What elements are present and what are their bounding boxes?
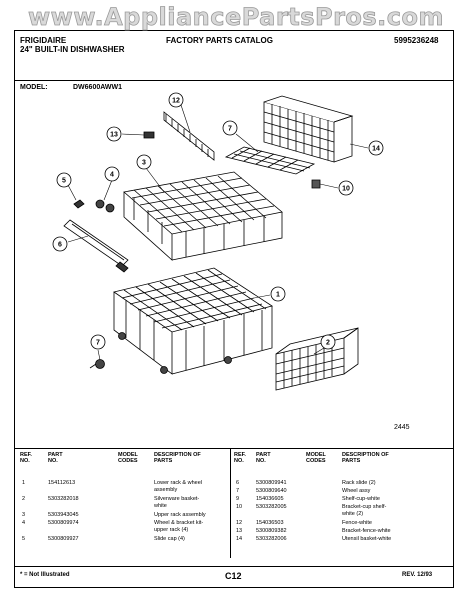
table-cell-desc: Upper rack assembly xyxy=(154,512,206,518)
page-number: C12 xyxy=(225,571,242,581)
watermark: www.AppliancePartsPros.com xyxy=(27,3,445,31)
exploded-parts-diagram xyxy=(14,92,454,442)
table-cell-part: 154112613 xyxy=(48,480,76,486)
brand-name: FRIGIDAIRE xyxy=(20,36,67,45)
table-cell-desc: Bracket-cup shelf- xyxy=(342,504,387,510)
table-cell-ref: 13 xyxy=(236,528,243,534)
table-cell-part: 5300809382 xyxy=(256,528,287,534)
model-label: MODEL: xyxy=(20,84,48,91)
table-cell-desc: Utensil basket-white xyxy=(342,536,392,542)
fence-part xyxy=(164,112,214,160)
callout-5 xyxy=(57,173,71,187)
left-header-model-codes: MODEL CODES xyxy=(118,452,138,464)
table-cell-ref: 9 xyxy=(236,496,240,502)
left-header-ref: REF. NO. xyxy=(20,452,32,464)
parts-table-divider xyxy=(14,448,454,449)
table-cell-part: 5303282006 xyxy=(256,536,287,542)
callout-10-label: 10 xyxy=(342,185,350,193)
fence-bracket-part xyxy=(144,132,154,138)
callout-1-label: 1 xyxy=(276,291,280,299)
table-cell-part: 5300809941 xyxy=(256,480,287,486)
product-name: 24" BUILT-IN DISHWASHER xyxy=(20,45,125,54)
table-cell-ref: 2 xyxy=(22,496,26,502)
table-cell-desc: Slide cap (4) xyxy=(154,536,185,542)
model-divider xyxy=(14,80,454,81)
revision-date: REV. 12/93 xyxy=(402,572,433,578)
cup-shelf-bracket-part xyxy=(312,180,320,188)
not-illustrated-note: * = Not Illustrated xyxy=(20,572,70,578)
callout-4-label: 4 xyxy=(110,171,114,179)
table-cell-desc: Silverware basket- xyxy=(154,496,200,502)
table-cell-part: 5300809974 xyxy=(48,520,79,526)
header-brand-block xyxy=(20,36,125,54)
callout-1 xyxy=(271,287,285,301)
table-cell-desc: upper rack (4) xyxy=(154,527,189,533)
wheel-assy-part xyxy=(90,360,105,369)
model-value: DW6600AWW1 xyxy=(73,84,123,91)
table-cell-ref: 3 xyxy=(22,512,26,518)
callout-12-label: 12 xyxy=(172,97,180,105)
table-cell-part: 154036605 xyxy=(256,496,284,502)
callout-10 xyxy=(339,181,353,195)
table-cell-desc: Fence-white xyxy=(342,520,372,526)
right-header-part: PART NO. xyxy=(256,452,271,464)
left-header-description: DESCRIPTION OF PARTS xyxy=(154,452,201,464)
table-cell-part: 5300809640 xyxy=(256,488,287,494)
table-cell-desc: Wheel assy xyxy=(342,488,371,494)
callout-9 xyxy=(223,121,237,135)
callout-2-label: 2 xyxy=(326,339,330,347)
table-cell-part: 5300809927 xyxy=(48,536,79,542)
table-cell-desc: Wheel & bracket kit- xyxy=(154,520,204,526)
table-cell-desc: Shelf-cup-white xyxy=(342,496,380,502)
callout-2 xyxy=(321,335,335,349)
table-cell-ref: 12 xyxy=(236,520,243,526)
table-cell-ref: 10 xyxy=(236,504,243,510)
left-header-part: PART NO. xyxy=(48,452,63,464)
table-cell-part: 5303943045 xyxy=(48,512,79,518)
table-cell-ref: 5 xyxy=(22,536,26,542)
callout-5-label: 5 xyxy=(62,177,66,185)
table-cell-desc: white xyxy=(154,503,167,509)
callout-13-label: 13 xyxy=(110,131,118,139)
callout-9-label: 7 xyxy=(228,125,232,133)
table-cell-desc: Bracket-fence-white xyxy=(342,528,391,534)
wheel-bracket-part xyxy=(96,200,114,212)
slide-cap-part xyxy=(74,200,84,208)
callout-14-label: 14 xyxy=(372,145,380,153)
table-cell-ref: 1 xyxy=(22,480,26,486)
right-header-description: DESCRIPTION OF PARTS xyxy=(342,452,389,464)
table-cell-part: 5303282005 xyxy=(256,504,287,510)
callout-3 xyxy=(137,155,151,169)
right-header-model-codes: MODEL CODES xyxy=(306,452,326,464)
table-cell-desc: assembly xyxy=(154,487,178,493)
table-cell-ref: 7 xyxy=(236,488,240,494)
table-cell-desc: white (2) xyxy=(342,511,364,517)
upper-rack-part xyxy=(124,172,282,260)
rack-slide-part xyxy=(64,220,128,272)
figure-number: 2445 xyxy=(394,424,410,431)
callout-7 xyxy=(91,335,105,349)
callout-12 xyxy=(169,93,183,107)
callout-6 xyxy=(53,237,67,251)
callout-4 xyxy=(105,167,119,181)
catalog-number: 5995236248 xyxy=(394,36,439,45)
callout-6-label: 6 xyxy=(58,241,62,249)
table-cell-ref: 4 xyxy=(22,520,26,526)
table-cell-ref: 14 xyxy=(236,536,243,542)
table-cell-part: 5303282018 xyxy=(48,496,79,502)
callout-3-label: 3 xyxy=(142,159,146,167)
callout-13 xyxy=(107,127,121,141)
table-cell-part: 154036503 xyxy=(256,520,284,526)
footer-divider xyxy=(14,566,454,567)
right-header-ref: REF. NO. xyxy=(234,452,246,464)
table-cell-desc: Rack slide (2) xyxy=(342,480,376,486)
catalog-title: FACTORY PARTS CATALOG xyxy=(166,36,273,45)
callout-7-label: 7 xyxy=(96,339,100,347)
table-cell-ref: 6 xyxy=(236,480,240,486)
lower-rack-part xyxy=(114,268,272,374)
table-cell-desc: Lower rack & wheel xyxy=(154,480,202,486)
silverware-basket-part xyxy=(276,328,358,390)
utensil-basket-part xyxy=(264,96,352,162)
callout-14 xyxy=(369,141,383,155)
parts-table-center-divider xyxy=(230,448,231,558)
